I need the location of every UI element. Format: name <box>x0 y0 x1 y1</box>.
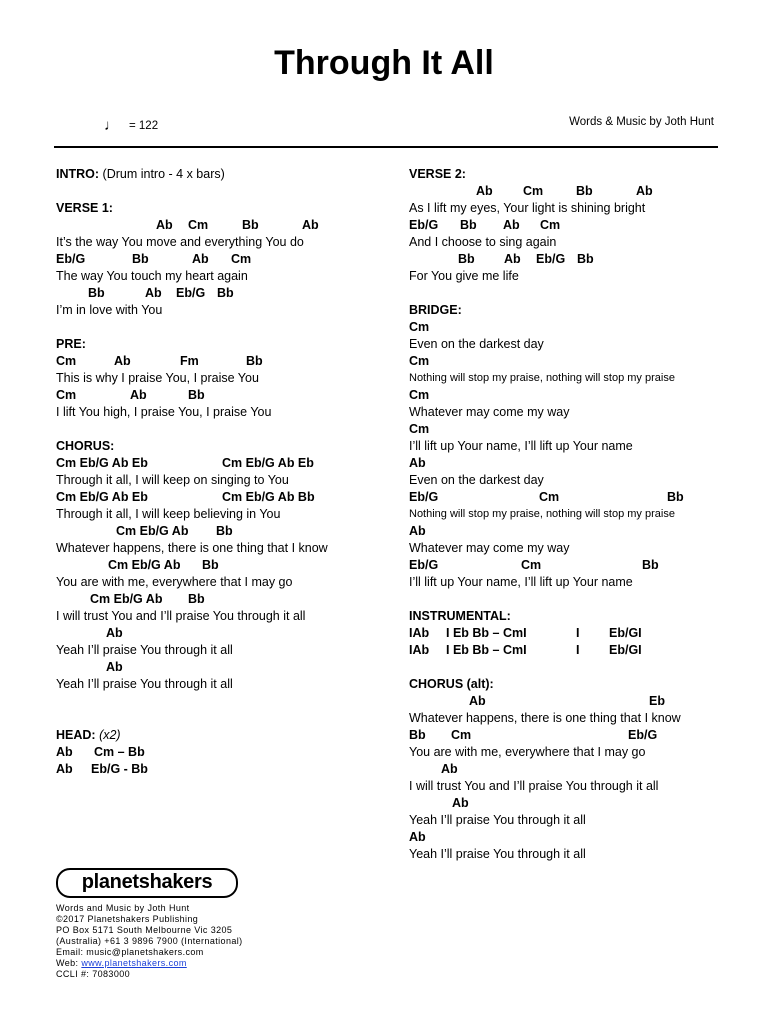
spacer <box>56 710 396 727</box>
chord: Cm Eb/G Ab <box>116 524 189 538</box>
spacer <box>56 421 396 438</box>
chord: Bb <box>242 218 259 232</box>
spacer <box>56 183 396 200</box>
chord: Ab <box>192 252 209 266</box>
quarter-note-icon: ♩ <box>104 117 119 134</box>
chord: Bb <box>642 558 659 572</box>
chord: Cm <box>409 320 430 334</box>
lyric-line: Yeah I’ll praise You through it all <box>409 847 586 861</box>
footer-line: Email: music@planetshakers.com <box>56 947 204 957</box>
chord: Bb <box>460 218 477 232</box>
chord-line <box>56 761 396 778</box>
chord: Eb/G <box>409 218 439 232</box>
chord: Eb/G <box>628 728 658 742</box>
chord: Ab <box>441 762 458 776</box>
lyric-line: Nothing will stop my praise, nothing will stop my praise <box>409 508 675 520</box>
header-credit: Words & Music by Joth Hunt <box>569 116 714 128</box>
lyric-line: Nothing will stop my praise, nothing will stop my praise <box>409 372 675 384</box>
lyric-line: Whatever happens, there is one thing that I know <box>409 711 681 725</box>
lyric-line: Whatever may come my way <box>409 405 570 419</box>
footer-ccli: CCLI #: 7083000 <box>56 969 131 979</box>
chord-line <box>56 251 396 268</box>
chord-line <box>409 523 719 540</box>
footer-line: (Australia) +61 3 9896 7900 (International) <box>56 936 243 946</box>
lyric-line: And I choose to sing again <box>409 235 557 249</box>
right-column <box>409 166 719 863</box>
section-label: CHORUS (alt): <box>409 677 494 691</box>
chord: Cm <box>409 388 430 402</box>
footer-line: PO Box 5171 South Melbourne Vic 3205 <box>56 925 233 935</box>
spacer <box>409 285 719 302</box>
page-title: Through It All <box>274 44 494 82</box>
chord: Bb <box>188 592 205 606</box>
header-divider <box>54 146 718 148</box>
lyric-line: Yeah I’ll praise You through it all <box>56 677 233 691</box>
lyric-line: Whatever may come my way <box>409 541 570 555</box>
chord: Eb/G <box>56 252 86 266</box>
chord: Ab <box>106 660 123 674</box>
chord: Bb <box>217 286 234 300</box>
chord: Eb/G <box>409 490 439 504</box>
chord: Ab <box>114 354 131 368</box>
chord-line <box>409 319 719 336</box>
chord: Ab <box>106 626 123 640</box>
chord: Eb <box>649 694 665 708</box>
lyric-line: Yeah I’ll praise You through it all <box>56 643 233 657</box>
section-note: (x2) <box>95 728 121 742</box>
lyric-line: I lift You high, I praise You, I praise You <box>56 405 272 419</box>
website-link[interactable]: www.planetshakers.com <box>81 958 187 968</box>
chord-line <box>409 421 719 438</box>
chord: Bb <box>409 728 426 742</box>
chord: Fm <box>180 354 199 368</box>
chord: Bb <box>576 184 593 198</box>
chord-line <box>56 659 396 676</box>
chord: Cm <box>523 184 544 198</box>
left-column <box>56 166 396 778</box>
section-label: CHORUS: <box>56 439 115 453</box>
chord: Ab <box>409 524 426 538</box>
section-note: (Drum intro - 4 x bars) <box>99 167 225 181</box>
lyric-line: As I lift my eyes, Your light is shining bright <box>409 201 646 215</box>
chord: Cm <box>231 252 252 266</box>
lyric-line: I’m in love with You <box>56 303 163 317</box>
chord-line <box>56 387 396 404</box>
footer-web <box>56 958 243 969</box>
chord: Ab <box>503 218 520 232</box>
footer-line: Words and Music by Joth Hunt <box>56 903 190 913</box>
spacer <box>409 659 719 676</box>
chord-line <box>409 557 719 574</box>
chord: Bb <box>246 354 263 368</box>
chord-line <box>409 829 719 846</box>
chord: Ab <box>302 218 319 232</box>
chord-line <box>56 744 396 761</box>
chord: I Eb Bb – CmI <box>446 643 527 657</box>
spacer <box>56 319 396 336</box>
chord: Eb/GI <box>609 643 642 657</box>
chord: Cm Eb/G Ab <box>90 592 163 606</box>
chord: Bb <box>202 558 219 572</box>
chord-line <box>409 693 719 710</box>
chord: Cm <box>540 218 561 232</box>
chord-line <box>409 761 719 778</box>
lyric-line: The way You touch my heart again <box>56 269 248 283</box>
spacer <box>56 693 396 710</box>
chord: Eb/G <box>536 252 566 266</box>
chord: Cm Eb/G Ab Eb <box>222 456 314 470</box>
section-heading <box>409 608 719 625</box>
chord: Ab <box>476 184 493 198</box>
chord-line <box>409 251 719 268</box>
chord: Ab <box>156 218 173 232</box>
section-label: INTRO: <box>56 167 100 181</box>
planetshakers-logo: planetshakers <box>56 868 238 898</box>
chord: Bb <box>188 388 205 402</box>
chord: I <box>576 626 580 640</box>
chord: Ab <box>409 456 426 470</box>
chord: IAb <box>409 626 430 640</box>
lyric-line: I’ll lift up Your name, I’ll lift up Your name <box>409 575 633 589</box>
chord: Ab <box>409 830 426 844</box>
chord-line <box>409 642 719 659</box>
section-label: VERSE 1: <box>56 201 113 215</box>
chord: Ab <box>504 252 521 266</box>
lyric-line: You are with me, everywhere that I may go <box>56 575 293 589</box>
chord: IAb <box>409 643 430 657</box>
chord: Bb <box>667 490 684 504</box>
section-heading <box>56 438 396 455</box>
section-label: VERSE 2: <box>409 167 466 181</box>
chord: Cm – Bb <box>94 745 145 759</box>
chord-line <box>56 217 396 234</box>
chord: Cm Eb/G Ab Eb <box>56 456 148 470</box>
lyric-line: I’ll lift up Your name, I’ll lift up Your name <box>409 439 633 453</box>
chord-line <box>56 557 396 574</box>
chord: Cm <box>409 354 430 368</box>
chord: Ab <box>130 388 147 402</box>
chord: Cm <box>539 490 560 504</box>
publisher-footer <box>56 903 243 980</box>
chord: Bb <box>216 524 233 538</box>
chord: Cm <box>56 354 77 368</box>
chord: Ab <box>56 762 73 776</box>
chord: Bb <box>577 252 594 266</box>
lyric-line: Through it all, I will keep believing in You <box>56 507 281 521</box>
lyric-line: You are with me, everywhere that I may go <box>409 745 646 759</box>
lyric-line: Yeah I’ll praise You through it all <box>409 813 586 827</box>
chord-line <box>56 591 396 608</box>
chord: Ab <box>636 184 653 198</box>
section-label: BRIDGE: <box>409 303 462 317</box>
chord-line <box>409 217 719 234</box>
lyric-line: I will trust You and I’ll praise You through it all <box>56 609 306 623</box>
section-label: INSTRUMENTAL: <box>409 609 511 623</box>
chord-line <box>409 727 719 744</box>
chord: Cm <box>451 728 472 742</box>
section-label: PRE: <box>56 337 86 351</box>
chord: Cm Eb/G Ab <box>108 558 181 572</box>
lyric-line: I will trust You and I’ll praise You through it all <box>409 779 659 793</box>
chord: Bb <box>132 252 149 266</box>
chord: Cm Eb/G Ab Bb <box>222 490 315 504</box>
section-heading <box>409 302 719 319</box>
chord: Cm <box>188 218 209 232</box>
section-label: HEAD: <box>56 728 96 742</box>
chord: Ab <box>56 745 73 759</box>
lyric-line: Even on the darkest day <box>409 337 544 351</box>
tempo-marking <box>104 116 158 133</box>
chord-line <box>409 489 719 506</box>
chord: Bb <box>88 286 105 300</box>
web-label: Web: <box>56 958 82 968</box>
spacer <box>409 591 719 608</box>
chord: Cm <box>56 388 77 402</box>
tempo-bpm: = 122 <box>129 120 159 132</box>
chord-line <box>409 183 719 200</box>
chord-line <box>409 455 719 472</box>
chord: Cm <box>521 558 542 572</box>
chord: Eb/G - Bb <box>91 762 148 776</box>
chord-line <box>56 353 396 370</box>
chord-line <box>56 455 396 472</box>
chord-line <box>409 795 719 812</box>
lyric-line: This is why I praise You, I praise You <box>56 371 259 385</box>
chord: Ab <box>469 694 486 708</box>
section-heading <box>409 166 719 183</box>
chord: Bb <box>458 252 475 266</box>
lyric-line: For You give me life <box>409 269 519 283</box>
section-heading <box>56 336 396 353</box>
chord: Cm Eb/G Ab Eb <box>56 490 148 504</box>
chord-line <box>56 523 396 540</box>
chord: Eb/GI <box>609 626 642 640</box>
section-heading <box>56 727 396 744</box>
lyric-line: Through it all, I will keep on singing to You <box>56 473 289 487</box>
footer-line: ©2017 Planetshakers Publishing <box>56 914 199 924</box>
chord: Cm <box>409 422 430 436</box>
lyric-line: Whatever happens, there is one thing that I know <box>56 541 328 555</box>
chord: I <box>576 643 580 657</box>
chord: Eb/G <box>409 558 439 572</box>
chord-line <box>409 625 719 642</box>
chord: Eb/G <box>176 286 206 300</box>
chord-line <box>409 387 719 404</box>
section-heading <box>56 200 396 217</box>
chord: Ab <box>145 286 162 300</box>
lyric-line: Even on the darkest day <box>409 473 544 487</box>
section-heading <box>409 676 719 693</box>
lyric-line: It’s the way You move and everything You do <box>56 235 304 249</box>
chord: Ab <box>452 796 469 810</box>
chord-line <box>409 353 719 370</box>
chord-line <box>56 489 396 506</box>
chord: I Eb Bb – CmI <box>446 626 527 640</box>
section-heading <box>56 166 396 183</box>
chord-line <box>56 625 396 642</box>
chord-line <box>56 285 396 302</box>
